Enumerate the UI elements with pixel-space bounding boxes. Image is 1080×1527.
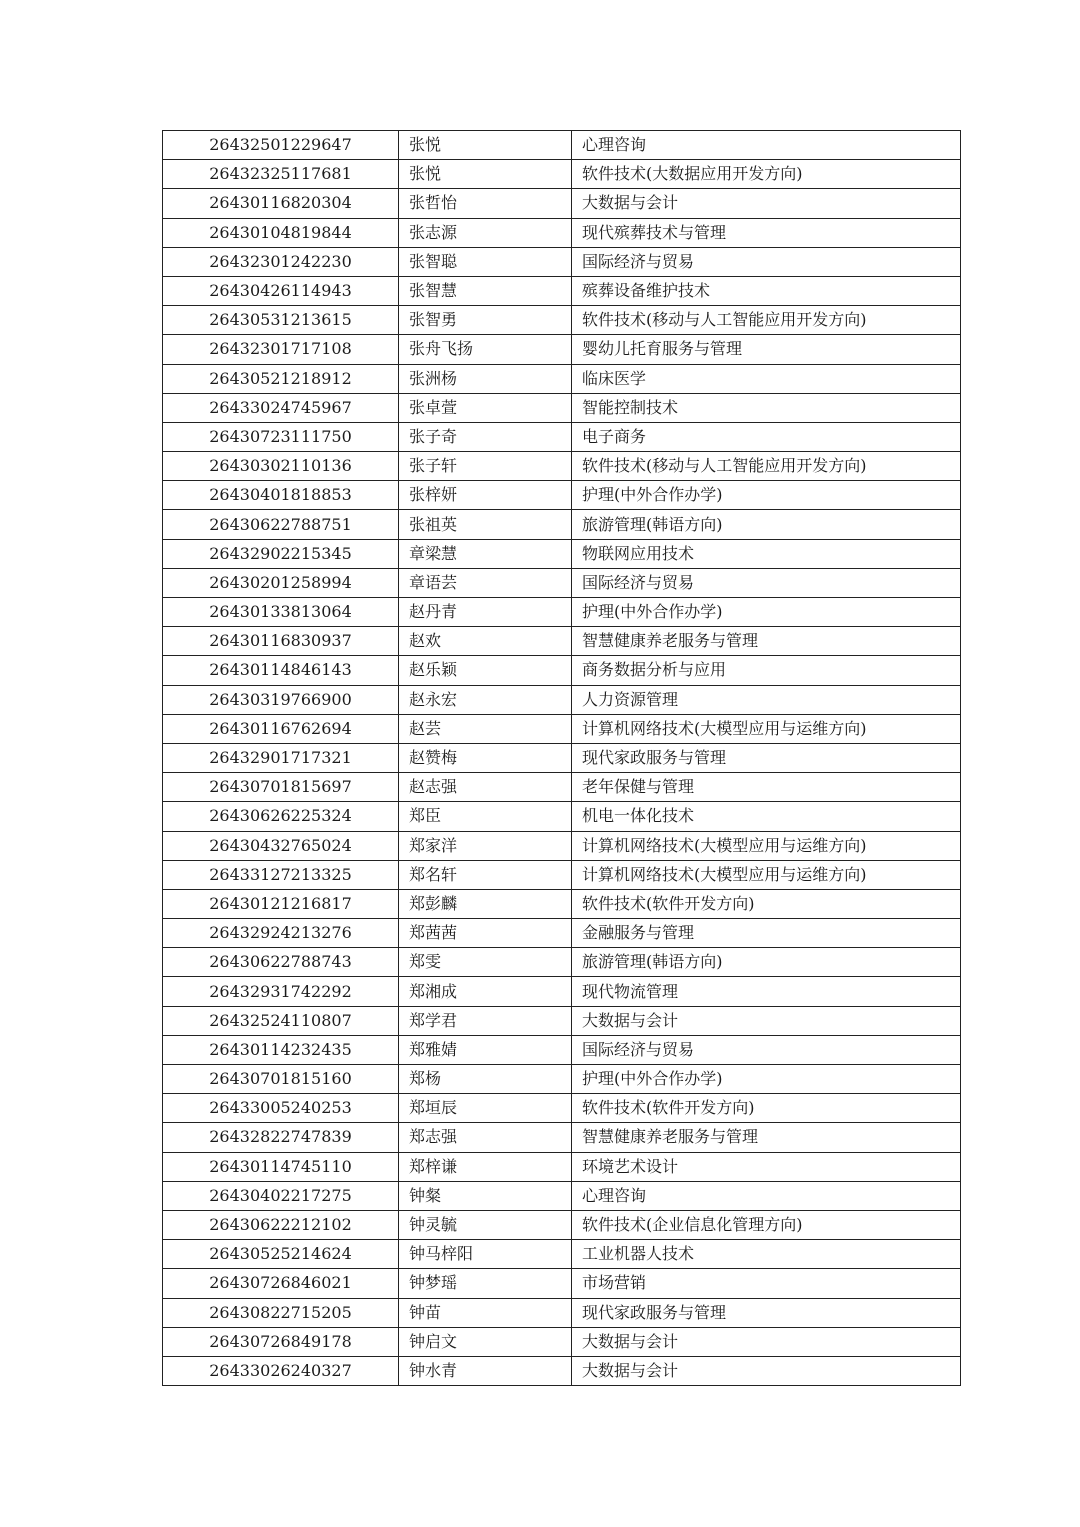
exam-number-cell: 26430116762694 xyxy=(163,714,399,743)
exam-number-cell: 26432501229647 xyxy=(163,131,399,160)
exam-number-cell: 26430622788751 xyxy=(163,510,399,539)
table-row xyxy=(163,656,961,685)
exam-number-cell: 26430701815697 xyxy=(163,773,399,802)
table-row xyxy=(163,860,961,889)
exam-number-cell: 26432301242230 xyxy=(163,247,399,276)
exam-number-cell: 26430133813064 xyxy=(163,598,399,627)
table-row xyxy=(163,568,961,597)
exam-number-cell: 26430401818853 xyxy=(163,481,399,510)
table-row xyxy=(163,1065,961,1094)
exam-number-cell: 26430402217275 xyxy=(163,1181,399,1210)
major-cell: 现代家政服务与管理 xyxy=(572,743,961,772)
table-row xyxy=(163,422,961,451)
major-cell: 大数据与会计 xyxy=(572,189,961,218)
major-cell: 智能控制技术 xyxy=(572,393,961,422)
table-row xyxy=(163,131,961,160)
student-name-cell: 郑家洋 xyxy=(399,831,572,860)
major-cell: 现代物流管理 xyxy=(572,977,961,1006)
exam-number-cell: 26430201258994 xyxy=(163,568,399,597)
student-name-cell: 张卓萱 xyxy=(399,393,572,422)
table-row xyxy=(163,247,961,276)
student-name-cell: 章梁慧 xyxy=(399,539,572,568)
major-cell: 机电一体化技术 xyxy=(572,802,961,831)
student-name-cell: 张悦 xyxy=(399,131,572,160)
major-cell: 计算机网络技术(大模型应用与运维方向) xyxy=(572,860,961,889)
student-name-cell: 钟水青 xyxy=(399,1356,572,1385)
major-cell: 现代殡葬技术与管理 xyxy=(572,218,961,247)
exam-number-cell: 26430521218912 xyxy=(163,364,399,393)
major-cell: 护理(中外合作办学) xyxy=(572,481,961,510)
exam-number-cell: 26430104819844 xyxy=(163,218,399,247)
table-row xyxy=(163,948,961,977)
table-row xyxy=(163,1181,961,1210)
major-cell: 软件技术(软件开发方向) xyxy=(572,889,961,918)
table-row xyxy=(163,393,961,422)
table-row xyxy=(163,1210,961,1239)
table-row xyxy=(163,919,961,948)
student-name-cell: 郑名轩 xyxy=(399,860,572,889)
student-name-cell: 郑彭麟 xyxy=(399,889,572,918)
exam-number-cell: 26430302110136 xyxy=(163,452,399,481)
table-row xyxy=(163,510,961,539)
student-name-cell: 张子轩 xyxy=(399,452,572,481)
student-name-cell: 郑雅婧 xyxy=(399,1035,572,1064)
major-cell: 护理(中外合作办学) xyxy=(572,598,961,627)
major-cell: 软件技术(移动与人工智能应用开发方向) xyxy=(572,306,961,335)
student-name-cell: 章语芸 xyxy=(399,568,572,597)
exam-number-cell: 26433026240327 xyxy=(163,1356,399,1385)
table-row xyxy=(163,685,961,714)
table-row xyxy=(163,773,961,802)
student-name-cell: 赵赞梅 xyxy=(399,743,572,772)
table-row xyxy=(163,714,961,743)
table-row xyxy=(163,1269,961,1298)
table-row xyxy=(163,627,961,656)
student-name-cell: 张智勇 xyxy=(399,306,572,335)
student-name-cell: 张子奇 xyxy=(399,422,572,451)
exam-number-cell: 26430114745110 xyxy=(163,1152,399,1181)
major-cell: 大数据与会计 xyxy=(572,1327,961,1356)
student-name-cell: 张志源 xyxy=(399,218,572,247)
admission-roster-table xyxy=(162,130,961,1386)
exam-number-cell: 26430525214624 xyxy=(163,1240,399,1269)
major-cell: 金融服务与管理 xyxy=(572,919,961,948)
exam-number-cell: 26430114846143 xyxy=(163,656,399,685)
exam-number-cell: 26430822715205 xyxy=(163,1298,399,1327)
table-row xyxy=(163,481,961,510)
major-cell: 工业机器人技术 xyxy=(572,1240,961,1269)
table-row xyxy=(163,189,961,218)
exam-number-cell: 26433024745967 xyxy=(163,393,399,422)
major-cell: 大数据与会计 xyxy=(572,1356,961,1385)
student-name-cell: 钟粲 xyxy=(399,1181,572,1210)
student-name-cell: 张洲杨 xyxy=(399,364,572,393)
major-cell: 计算机网络技术(大模型应用与运维方向) xyxy=(572,714,961,743)
table-row xyxy=(163,889,961,918)
major-cell: 国际经济与贸易 xyxy=(572,247,961,276)
table-row xyxy=(163,743,961,772)
major-cell: 婴幼儿托育服务与管理 xyxy=(572,335,961,364)
table-row xyxy=(163,364,961,393)
exam-number-cell: 26430116830937 xyxy=(163,627,399,656)
student-name-cell: 钟马梓阳 xyxy=(399,1240,572,1269)
major-cell: 心理咨询 xyxy=(572,1181,961,1210)
exam-number-cell: 26432325117681 xyxy=(163,160,399,189)
table-row xyxy=(163,452,961,481)
exam-number-cell: 26430114232435 xyxy=(163,1035,399,1064)
exam-number-cell: 26430319766900 xyxy=(163,685,399,714)
exam-number-cell: 26430726846021 xyxy=(163,1269,399,1298)
exam-number-cell: 26430723111750 xyxy=(163,422,399,451)
student-name-cell: 郑湘成 xyxy=(399,977,572,1006)
exam-number-cell: 26432822747839 xyxy=(163,1123,399,1152)
exam-number-cell: 26430622788743 xyxy=(163,948,399,977)
table-row xyxy=(163,802,961,831)
student-name-cell: 钟梦瑶 xyxy=(399,1269,572,1298)
exam-number-cell: 26430531213615 xyxy=(163,306,399,335)
student-name-cell: 郑臣 xyxy=(399,802,572,831)
student-name-cell: 张哲怡 xyxy=(399,189,572,218)
major-cell: 心理咨询 xyxy=(572,131,961,160)
exam-number-cell: 26432901717321 xyxy=(163,743,399,772)
exam-number-cell: 26430121216817 xyxy=(163,889,399,918)
table-row xyxy=(163,1356,961,1385)
major-cell: 临床医学 xyxy=(572,364,961,393)
major-cell: 软件技术(软件开发方向) xyxy=(572,1094,961,1123)
student-name-cell: 赵欢 xyxy=(399,627,572,656)
student-name-cell: 钟灵毓 xyxy=(399,1210,572,1239)
exam-number-cell: 26433127213325 xyxy=(163,860,399,889)
table-row xyxy=(163,276,961,305)
exam-number-cell: 26430726849178 xyxy=(163,1327,399,1356)
student-name-cell: 张智聪 xyxy=(399,247,572,276)
major-cell: 国际经济与贸易 xyxy=(572,568,961,597)
exam-number-cell: 26432924213276 xyxy=(163,919,399,948)
major-cell: 殡葬设备维护技术 xyxy=(572,276,961,305)
major-cell: 物联网应用技术 xyxy=(572,539,961,568)
major-cell: 软件技术(大数据应用开发方向) xyxy=(572,160,961,189)
exam-number-cell: 26432931742292 xyxy=(163,977,399,1006)
student-name-cell: 张悦 xyxy=(399,160,572,189)
major-cell: 商务数据分析与应用 xyxy=(572,656,961,685)
exam-number-cell: 26430426114943 xyxy=(163,276,399,305)
table-row xyxy=(163,831,961,860)
exam-number-cell: 26432301717108 xyxy=(163,335,399,364)
exam-number-cell: 26430116820304 xyxy=(163,189,399,218)
roster-body xyxy=(163,131,961,1386)
table-row xyxy=(163,1327,961,1356)
student-name-cell: 郑垣辰 xyxy=(399,1094,572,1123)
major-cell: 旅游管理(韩语方向) xyxy=(572,948,961,977)
table-row xyxy=(163,1035,961,1064)
student-name-cell: 张智慧 xyxy=(399,276,572,305)
student-name-cell: 郑志强 xyxy=(399,1123,572,1152)
major-cell: 智慧健康养老服务与管理 xyxy=(572,627,961,656)
exam-number-cell: 26430432765024 xyxy=(163,831,399,860)
exam-number-cell: 26433005240253 xyxy=(163,1094,399,1123)
table-row xyxy=(163,598,961,627)
major-cell: 人力资源管理 xyxy=(572,685,961,714)
student-name-cell: 赵乐颖 xyxy=(399,656,572,685)
major-cell: 旅游管理(韩语方向) xyxy=(572,510,961,539)
table-row xyxy=(163,1152,961,1181)
major-cell: 计算机网络技术(大模型应用与运维方向) xyxy=(572,831,961,860)
major-cell: 软件技术(企业信息化管理方向) xyxy=(572,1210,961,1239)
exam-number-cell: 26432902215345 xyxy=(163,539,399,568)
student-name-cell: 钟启文 xyxy=(399,1327,572,1356)
table-row xyxy=(163,306,961,335)
student-name-cell: 赵志强 xyxy=(399,773,572,802)
table-row xyxy=(163,335,961,364)
table-row xyxy=(163,1094,961,1123)
table-row xyxy=(163,1240,961,1269)
major-cell: 电子商务 xyxy=(572,422,961,451)
major-cell: 护理(中外合作办学) xyxy=(572,1065,961,1094)
major-cell: 市场营销 xyxy=(572,1269,961,1298)
table-row xyxy=(163,218,961,247)
student-name-cell: 郑雯 xyxy=(399,948,572,977)
major-cell: 国际经济与贸易 xyxy=(572,1035,961,1064)
table-row xyxy=(163,160,961,189)
student-name-cell: 赵芸 xyxy=(399,714,572,743)
table-row xyxy=(163,1123,961,1152)
major-cell: 智慧健康养老服务与管理 xyxy=(572,1123,961,1152)
table-row xyxy=(163,1298,961,1327)
student-name-cell: 郑杨 xyxy=(399,1065,572,1094)
student-name-cell: 郑梓谦 xyxy=(399,1152,572,1181)
exam-number-cell: 26430626225324 xyxy=(163,802,399,831)
exam-number-cell: 26432524110807 xyxy=(163,1006,399,1035)
table-row xyxy=(163,539,961,568)
student-name-cell: 赵永宏 xyxy=(399,685,572,714)
major-cell: 环境艺术设计 xyxy=(572,1152,961,1181)
major-cell: 现代家政服务与管理 xyxy=(572,1298,961,1327)
student-name-cell: 郑茜茜 xyxy=(399,919,572,948)
table-row xyxy=(163,977,961,1006)
student-name-cell: 张舟飞扬 xyxy=(399,335,572,364)
major-cell: 软件技术(移动与人工智能应用开发方向) xyxy=(572,452,961,481)
exam-number-cell: 26430622212102 xyxy=(163,1210,399,1239)
student-name-cell: 赵丹青 xyxy=(399,598,572,627)
student-name-cell: 钟苗 xyxy=(399,1298,572,1327)
major-cell: 大数据与会计 xyxy=(572,1006,961,1035)
major-cell: 老年保健与管理 xyxy=(572,773,961,802)
exam-number-cell: 26430701815160 xyxy=(163,1065,399,1094)
table-row xyxy=(163,1006,961,1035)
student-name-cell: 张梓妍 xyxy=(399,481,572,510)
student-name-cell: 张祖英 xyxy=(399,510,572,539)
student-name-cell: 郑学君 xyxy=(399,1006,572,1035)
